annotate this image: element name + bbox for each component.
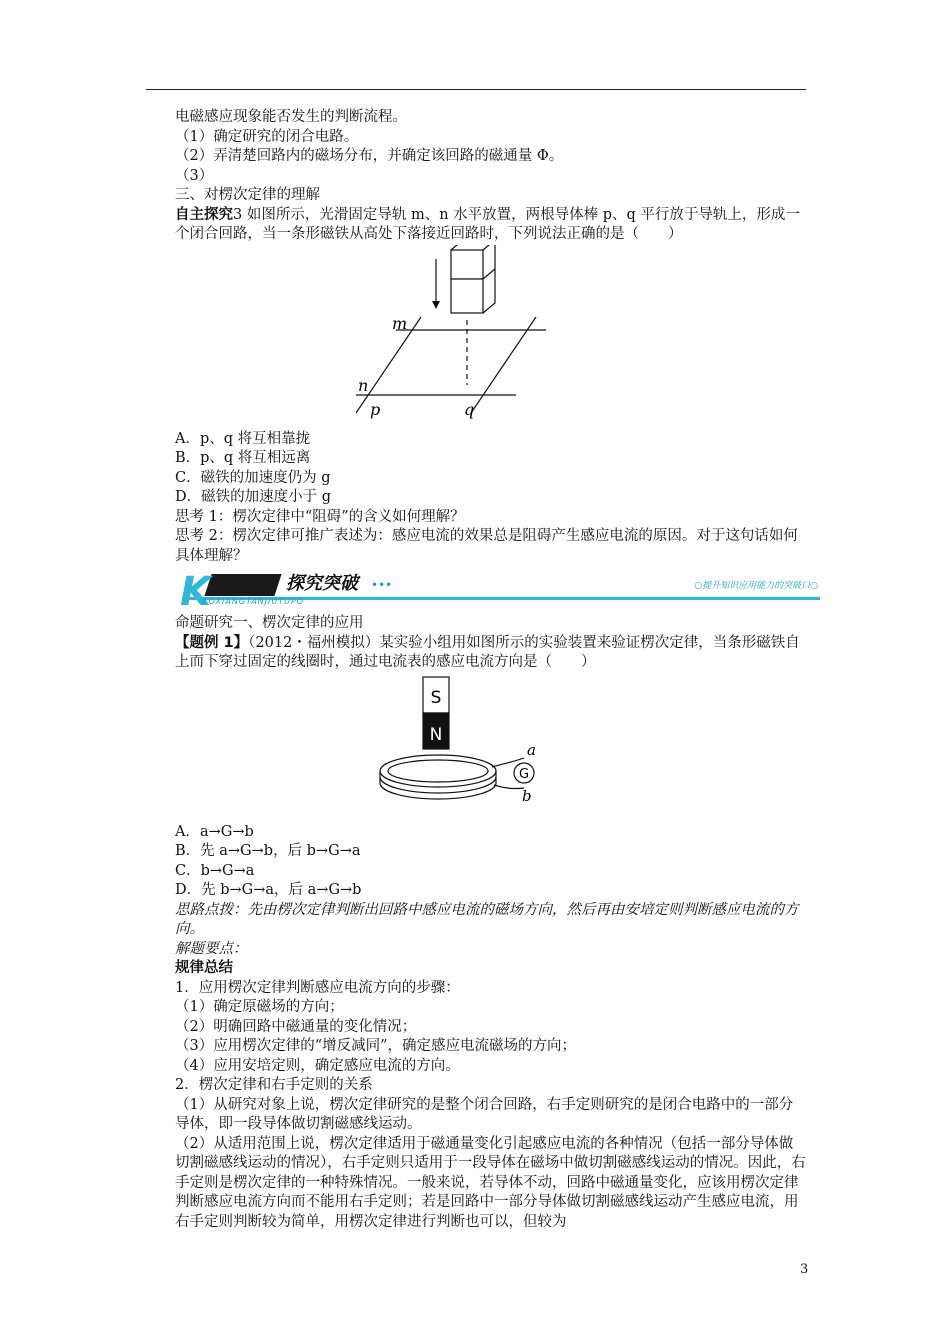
coil-magnet-figure xyxy=(376,673,576,823)
example-question xyxy=(146,634,806,673)
option: B．先 a→G→b，后 b→G→a xyxy=(175,843,361,859)
banner-title: 探究突破 xyxy=(286,573,358,594)
label-p: p xyxy=(370,399,381,419)
banner-motto: ○提升知识应用能力的突破口○ xyxy=(694,581,818,591)
topic-heading: 命题研究一、楞次定律的应用 xyxy=(175,615,364,631)
option: D．磁铁的加速度小于 g xyxy=(175,489,332,505)
text-line: 电磁感应现象能否发生的判断流程。 xyxy=(175,109,407,125)
fall-arrow-icon xyxy=(432,301,440,309)
explore-question xyxy=(146,206,806,245)
rails-magnet-figure xyxy=(356,245,596,430)
think-question: 思考 1：楞次定律中“阻碍”的含义如何理解？ xyxy=(175,508,465,525)
option: C．磁铁的加速度仍为 g xyxy=(175,469,331,486)
explore-text: 3 如图所示，光滑固定导轨 m、n 水平放置，两根导体棒 p、q 平行放于导轨上，形成一个闭合回路，当一条形磁铁从高处下落接近回路时，下列说法正确的是（ ） xyxy=(175,206,800,242)
label-q: q xyxy=(464,399,475,419)
magnet-south-label: S xyxy=(430,687,442,708)
example-label: 【题例 1】 xyxy=(175,634,249,651)
step-line: （4）应用安培定则，确定感应电流的方向。 xyxy=(175,1057,460,1074)
section-banner xyxy=(146,569,818,615)
step-line: （2）明确回路中磁通量的变化情况； xyxy=(175,1018,417,1035)
terminal-b-label: b xyxy=(522,786,532,805)
text-line: （3） xyxy=(175,167,214,184)
option: A．a→G→b xyxy=(175,823,254,840)
hint-text: 思路点拨：先由楞次定律判断出回路中感应电流的磁场方向，然后再由安培定则判断感应电流的方向。 xyxy=(175,901,799,937)
page-body xyxy=(146,108,818,1232)
explore-label: 自主探究 xyxy=(175,206,233,223)
paragraph: （1）从研究对象上说，楞次定律研究的是整个闭合回路，右手定则研究的是闭合电路中的一部分导体，即一段导体做切割磁感线运动。 xyxy=(175,1096,794,1132)
label-m: m xyxy=(392,313,408,333)
key-points: 解题要点： xyxy=(175,940,248,957)
label-n: n xyxy=(358,375,369,395)
magnet-north-label: N xyxy=(429,724,443,745)
banner-pinyin: AOXIANGTANJIUTUPO xyxy=(202,597,305,606)
think-question: 思考 2：楞次定律可推广表述为：感应电流的效果总是阻碍产生感应电流的原因。对于这句话如何具体理解？ xyxy=(175,528,798,564)
paragraph: （2）从适用范围上说，楞次定律适用于磁通量变化引起感应电流的各种情况（包括一部分导体做切割磁感线运动的情况），右手定则只适用于一段导体在磁场中做切割磁感线运动的情况。因此，右手定则是楞次定律的一种特殊情况。一般来说，若导体不动，回路中磁通量变化，应该用楞次定律判断感应电流方向而不能用右手定则；若是回路中一部分导体做切割磁感线运动产生感应电流，用右手定则判断较为简单，用楞次定律进行判断也可以，但较为 xyxy=(175,1135,806,1230)
step-line: （3）应用楞次定律的“增反减同”，确定感应电流磁场的方向； xyxy=(175,1038,577,1054)
galvanometer-label: G xyxy=(518,766,530,782)
option: B．p、q 将互相远离 xyxy=(175,450,311,466)
text-line: （1）确定研究的闭合电路。 xyxy=(175,128,359,145)
terminal-a-label: a xyxy=(527,740,536,759)
header-rule xyxy=(146,89,806,90)
text-line: （2）弄清楚回路内的磁场分布，并确定该回路的磁通量 Φ。 xyxy=(175,148,564,164)
banner-dots: ••• xyxy=(371,578,393,592)
banner-tabs xyxy=(204,574,281,596)
example-text: （2012・福州模拟）某实验小组用如图所示的实验装置来验证楞次定律，当条形磁铁自上而下穿过固定的线圈时，通过电流表的感应电流方向是（ ） xyxy=(175,634,800,670)
step-line: 2．楞次定律和右手定则的关系 xyxy=(175,1077,373,1093)
option: C．b→G→a xyxy=(175,862,255,879)
step-line: 1．应用楞次定律判断感应电流方向的步骤： xyxy=(175,979,460,996)
option: D．先 b→G→a，后 a→G→b xyxy=(175,882,362,898)
step-line: （1）确定原磁场的方向； xyxy=(175,999,344,1015)
banner-letter: K xyxy=(180,569,209,615)
section-heading: 三、对楞次定律的理解 xyxy=(175,187,320,203)
option: A．p、q 将互相靠拢 xyxy=(175,430,311,447)
summary-title: 规律总结 xyxy=(175,960,233,976)
page-number: 3 xyxy=(800,1262,809,1277)
